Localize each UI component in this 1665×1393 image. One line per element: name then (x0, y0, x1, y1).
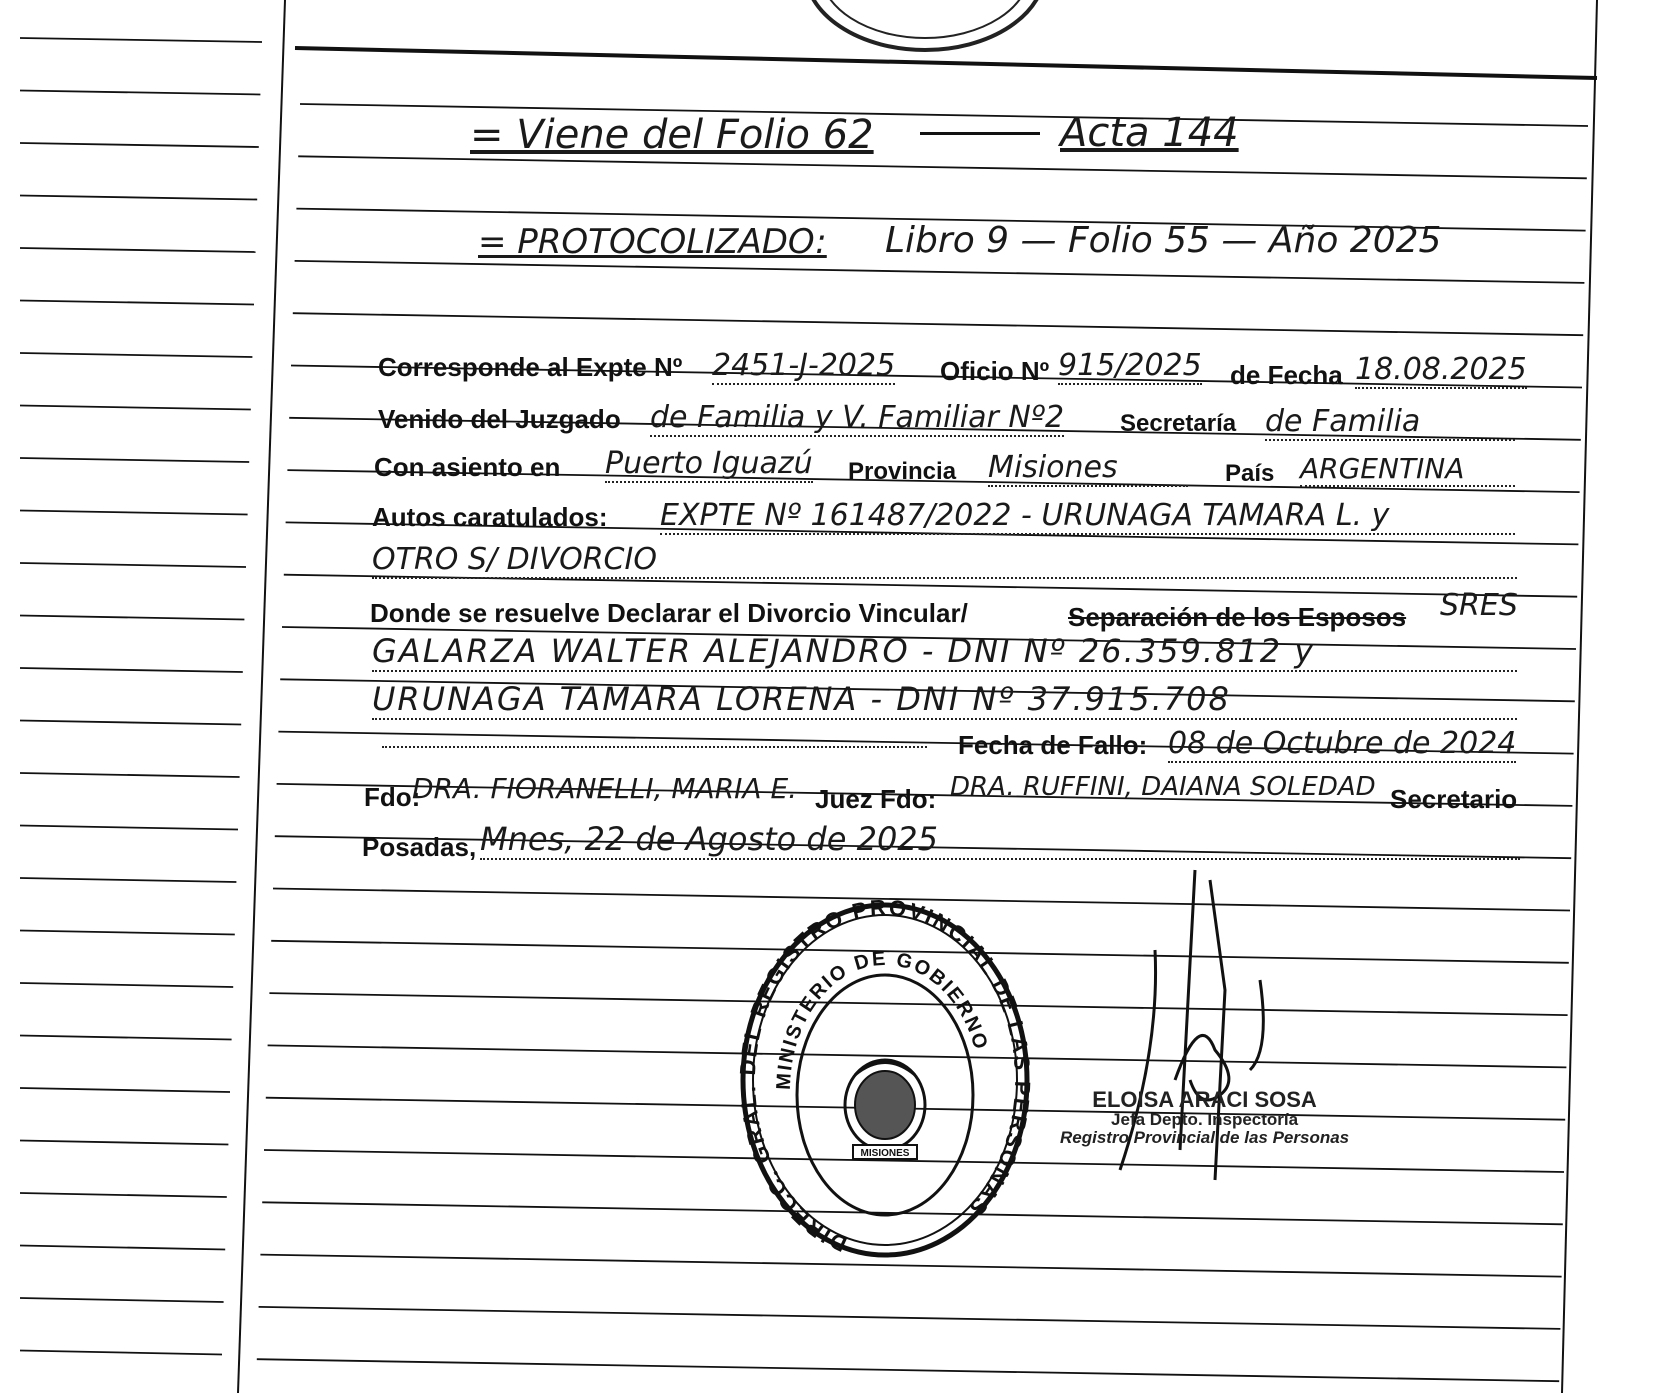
expte-label: Corresponde al Expte Nº (378, 352, 683, 382)
fecha-label: de Fecha (1230, 360, 1343, 390)
dotted-fill (382, 744, 927, 748)
fecha-value: 18.08.2025 (1355, 352, 1527, 387)
autos-continuation: OTRO S/ DIVORCIO (372, 542, 1517, 579)
rule-line-left (20, 1298, 224, 1302)
rule-line-left (20, 668, 243, 672)
protocolizado-label: = PROTOCOLIZADO: (478, 222, 827, 262)
libro-note: Libro 9 — Folio 55 — Año 2025 (885, 220, 1442, 261)
acta-note: Acta 144 (1060, 110, 1239, 156)
autos-value: EXPTE Nº 161487/2022 - URUNAGA TAMARA L. y (660, 498, 1515, 535)
rule-line-left (20, 1193, 227, 1197)
rule-line-left (20, 826, 238, 830)
rule-line-right (257, 1359, 1559, 1381)
registro-seal (735, 900, 1035, 1270)
declarar-label: Donde se resuelve Declarar el Divorcio Vincular/ (370, 598, 968, 628)
autos-label: Autos caratulados: (372, 502, 608, 532)
posadas-label: Posadas, (362, 832, 477, 862)
rule-line-left (20, 143, 259, 147)
provincia-label: Provincia (848, 458, 957, 485)
rule-line-right (293, 313, 1583, 335)
signatory-block (1060, 1088, 1349, 1147)
rule-line-left (20, 931, 235, 935)
venido-label: Venido del Juzgado (378, 404, 621, 434)
top-seal-fragment (795, 0, 1055, 60)
rule-line-left (20, 1036, 232, 1040)
fdo-secretario-label: Fdo: (880, 784, 937, 814)
rule-line-left (20, 248, 256, 252)
juez-value: DRA. FIORANELLI, MARIA E. (412, 772, 798, 805)
sres-value: SRES (1440, 588, 1518, 623)
separacion-struck-label: Separación de los Esposos (1068, 602, 1407, 632)
signatory-name: ELOISA ARACI SOSA (1092, 1087, 1317, 1112)
juez-label: Juez (815, 784, 873, 814)
oficio-value: 915/2025 (1058, 348, 1202, 383)
svg-text:MINISTERIO DE GOBIERNO (773, 948, 992, 1091)
rule-line-left (20, 983, 233, 987)
signatory-role: Jefa Depto. Inspectoría (1111, 1110, 1299, 1130)
rule-line-left (20, 721, 241, 725)
fallo-label: Fecha de Fallo: (958, 730, 1148, 760)
rule-line-left (20, 458, 249, 462)
seal-center-text: MISIONES (860, 1148, 910, 1159)
rule-line-left (20, 1141, 228, 1145)
rule-line-left (20, 301, 254, 305)
esposo-value: GALARZA WALTER ALEJANDRO - DNI Nº 26.359.812 y (372, 632, 1517, 672)
juzgado-value: de Familia y V. Familiar Nº2 (650, 400, 1065, 435)
asiento-value: Puerto Iguazú (605, 446, 813, 481)
secretaria-value: de Familia (1265, 404, 1515, 441)
rule-line-left (20, 91, 260, 95)
asiento-label: Con asiento en (374, 452, 561, 482)
rule-line-left (20, 38, 262, 42)
secretario-value: DRA. RUFFINI, DAIANA SOLEDAD (950, 772, 1376, 802)
provincia-value: Misiones (988, 450, 1188, 487)
folio-note: = Viene del Folio 62 (470, 112, 874, 158)
esposa-value: URUNAGA TAMARA LORENA - DNI Nº 37.915.708 (372, 680, 1517, 720)
rule-line-left (20, 878, 236, 882)
rule-line-left (20, 616, 244, 620)
dash-line (920, 132, 1040, 135)
rule-line-left (20, 773, 240, 777)
rule-line-left (20, 563, 246, 567)
pais-value: ARGENTINA (1300, 452, 1515, 487)
secretaria-label: Secretaría (1120, 410, 1237, 437)
signature-scribble (1100, 850, 1300, 1230)
rule-line-left (20, 353, 252, 357)
fdo-juez-label: Fdo: (364, 782, 421, 812)
pais-label: País (1225, 460, 1275, 487)
secretario-label: Secretario (1390, 784, 1518, 814)
signatory-org: Registro Provincial de las Personas (1060, 1127, 1350, 1147)
rule-line-right (295, 261, 1585, 283)
rule-line-left (20, 1246, 225, 1250)
rule-line-left (20, 406, 251, 410)
fallo-value: 08 de Octubre de 2024 (1168, 726, 1517, 761)
seal-inner-text: MINISTERIO DE GOBIERNO (772, 947, 993, 1091)
seal-outer-text: DIRECC. GRAL. DEL REGISTRO PROVINCIAL DE LAS PERSONAS (735, 900, 1035, 1257)
rule-line-right (298, 156, 1587, 178)
rule-line-left (20, 511, 248, 515)
rule-line-left (20, 196, 257, 200)
lugar-fecha-value: Mnes, 22 de Agosto de 2025 (480, 820, 1520, 860)
rule-line-left (20, 1088, 230, 1092)
expte-value: 2451-J-2025 (712, 348, 896, 383)
oficio-label: Oficio Nº (940, 356, 1050, 386)
rule-line-left (20, 1351, 222, 1355)
rule-line-right (259, 1307, 1561, 1329)
